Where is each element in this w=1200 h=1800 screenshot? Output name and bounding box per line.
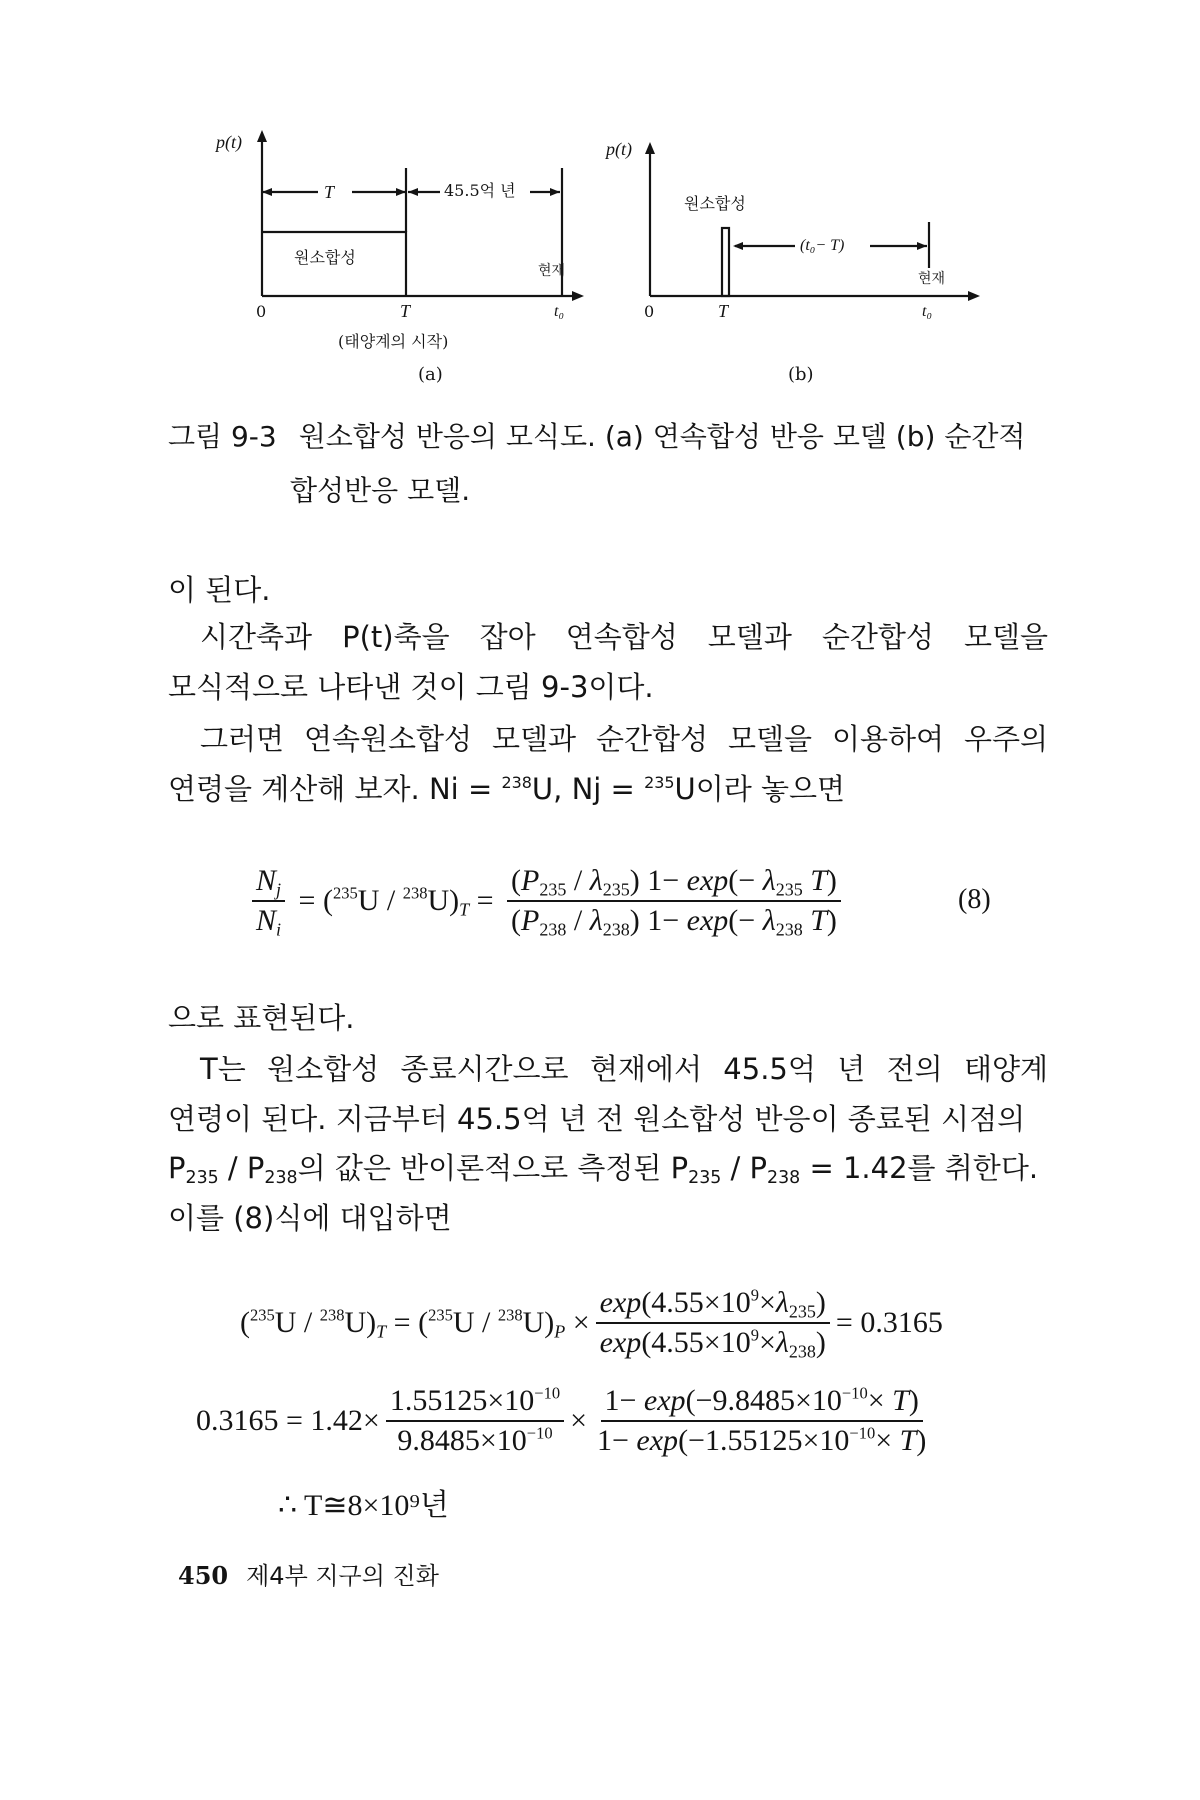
b-y-axis-label: p(t) <box>606 139 632 159</box>
paragraph-5: T는 원소합성 종료시간으로 현재에서 45.5억 년 전의 태양계 연령이 된다. 지금부터 45.5억 년 전 원소합성 반응이 종료된 시점의 <box>168 1052 1048 1136</box>
paragraph-1: 이 된다. <box>168 573 271 607</box>
page-footer <box>178 1556 439 1591</box>
a-present-label: 현재 <box>538 263 566 279</box>
b-tick-T: T <box>718 301 729 321</box>
b-tick-0: 0 <box>644 302 655 321</box>
caption-line-1: 원소합성 반응의 모식도. (a) 연속합성 반응 모델 (b) 순간적 <box>298 420 1026 453</box>
a-sub-caption: (태양계의 시작) <box>338 332 449 351</box>
equation-8: $\frac{N_j}{N_i}$ = $(^{235}U / ^{238}U)_T$ = $\frac{(P_{235} / \lambda_{235}) 1- \exp(- \lambda_{235} T)}{(P_{238} / \lambda_{238}) 1- \exp(- \lambda_{238} T)}$ <box>246 864 847 938</box>
conclusion: ∴ T≅8×10⁹년 <box>278 1489 449 1522</box>
a-tick-0: 0 <box>256 302 267 321</box>
paragraph-6: $P_{235} / P_{238}$의 값은 반이론적으로 측정된 $P_{235} / P_{238} = 1.42$를 취한다. <box>168 1151 1039 1189</box>
equation-solve: 0.3165 = 1.42× $\frac{1.55125\times 10^{-10}}{9.8485\times 10^{-10}}$ × $\frac{1- \exp(-9.8485\times 10^{-10}\times T)}{1- \exp(-1.55125\times 10^{-10}\times T)}$ <box>196 1383 927 1457</box>
b-span-label: (t₀− T) <box>800 237 845 254</box>
b-spike-label: 원소합성 <box>684 194 746 213</box>
caption-line-2: 합성반응 모델. <box>290 474 471 507</box>
paragraph-2: 시간축과 P(t)축을 잡아 연속합성 모델과 순간합성 모델을 모식적으로 나타낸 것이 그림 9-3이다. <box>168 620 1048 704</box>
paragraph-7: 이를 (8)식에 대입하면 <box>168 1201 452 1235</box>
running-head: 제4부 지구의 진화 <box>246 1562 439 1590</box>
a-y-axis-label: p(t) <box>216 132 242 152</box>
caption-label: 그림 9-3 <box>168 420 277 453</box>
paragraph-3: 그러면 연속원소합성 모델과 순간합성 모델을 이용하여 우주의 연령을 계산해 보자. Ni = $^{238}$U, Nj = $^{235}$U이라 놓으면 <box>168 722 1048 806</box>
equation-solve-lhs: 0.3165 = 1.42× <box>196 1404 380 1437</box>
a-tick-t0: t₀ <box>554 303 565 320</box>
a-panel-label: (a) <box>418 364 443 385</box>
equation-ratio: $(^{235}U / ^{238}U)_T = (^{235}U / ^{238}U)_P$ × $\frac{\exp(4.55\times 10^9\times\lambda_{235})}{\exp(4.55\times 10^9\times\lambda_{238})}$ = 0.3165 <box>240 1285 943 1362</box>
figure-lines <box>0 0 1200 410</box>
figure-9-3 <box>0 0 1200 410</box>
equation-8-number: (8) <box>958 884 991 915</box>
a-span-age: 45.5억 년 <box>444 181 516 200</box>
a-span-T: T <box>324 182 335 202</box>
figure-caption <box>168 410 1048 518</box>
equation-ratio-result: = 0.3165 <box>835 1306 943 1339</box>
b-synthesis-spike <box>722 228 729 296</box>
b-present-label: 현재 <box>918 271 946 287</box>
page-number: 450 <box>178 1561 229 1590</box>
paragraph-4: 으로 표현된다. <box>168 1001 355 1035</box>
a-block-label: 원소합성 <box>294 248 356 267</box>
b-tick-t0: t₀ <box>922 303 933 320</box>
a-tick-T: T <box>400 301 411 321</box>
b-panel-label: (b) <box>788 364 814 385</box>
